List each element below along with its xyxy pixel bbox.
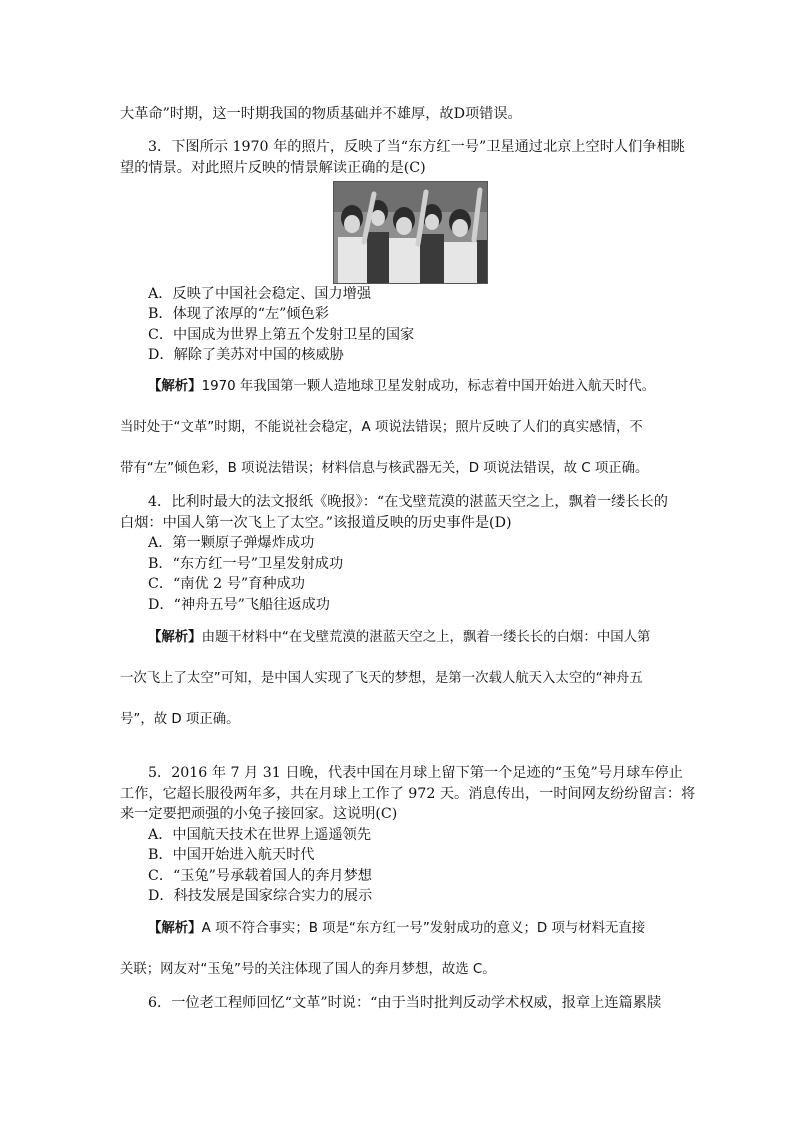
question-3-stem: 3．下图所示 1970 年的照片，反映了当“东方红一号”卫星通过北京上空时人们争相眺: [148, 139, 685, 155]
paragraph-line: 大革命”时期，这一时期我国的物质基础并不雄厚，故D项错误。: [120, 106, 522, 122]
question-3-analysis-cont: 带有“左”倾色彩，B 项说法错误；材料信息与核武器无关，D 项说法错误，故 C 项正确。: [120, 461, 649, 476]
question-3-analysis: [148, 377, 655, 397]
question-6-stem: 6．一位老工程师回忆“文革”时说：“由于当时批判反动学术权威，报章上连篇累牍: [148, 995, 662, 1011]
question-5-option-a: A．中国航天技术在世界上遥遥领先: [148, 827, 372, 843]
question-4-option-c: C．“南优 2 号”育种成功: [148, 576, 305, 592]
question-3-option-b: B．体现了浓厚的“左”倾色彩: [148, 306, 329, 322]
question-3-option-c: C．中国成为世界上第五个发射卫星的国家: [148, 327, 415, 343]
question-5-option-d: D．科技发展是国家综合实力的展示: [148, 888, 373, 904]
question-4-analysis: [148, 628, 650, 648]
question-3-stem-cont: 望的情景。对此照片反映的情景解读正确的是(C): [120, 160, 426, 176]
analysis-label: 【解析】: [148, 921, 202, 936]
question-3-option-d: D．解除了美苏对中国的核威胁: [148, 347, 344, 363]
question-5-option-c: C．“玉兔”号承载着国人的奔月梦想: [148, 868, 372, 884]
analysis-text: 由题干材料中“在戈壁荒漠的湛蓝天空之上，飘着一缕长长的白烟：中国人第: [201, 630, 651, 645]
question-5-analysis: [148, 919, 645, 939]
analysis-label: 【解析】: [148, 630, 202, 645]
historical-photo: [333, 181, 488, 284]
question-4-analysis-cont: 一次飞上了太空”可知，是中国人实现了飞天的梦想，是第一次载人航天入太空的“神舟五: [120, 671, 643, 686]
question-5-stem: 5．2016 年 7 月 31 日晚，代表中国在月球上留下第一个足迹的“玉兔”号月球车停止: [148, 765, 683, 781]
analysis-text: 1970 年我国第一颗人造地球卫星发射成功，标志着中国开始进入航天时代。: [201, 379, 656, 394]
question-4-stem-cont: 白烟：中国人第一次飞上了太空。”该报道反映的历史事件是(D): [120, 515, 512, 531]
question-5-analysis-cont: 关联；网友对“玉兔”号的关注体现了国人的奔月梦想，故选 C。: [120, 962, 496, 977]
question-4-analysis-cont: 号”，故 D 项正确。: [120, 712, 240, 727]
question-4-stem: 4．比利时最大的法文报纸《晚报》：“在戈壁荒漠的湛蓝天空之上，飘着一缕长长的: [148, 494, 668, 510]
question-3-option-a: A．反映了中国社会稳定、国力增强: [148, 286, 372, 302]
question-4-option-d: D．“神舟五号”飞船往返成功: [148, 597, 330, 613]
analysis-label: 【解析】: [148, 379, 202, 394]
question-5-option-b: B．中国开始进入航天时代: [148, 847, 315, 863]
question-5-stem-cont: 工作，它超长服役两年多，共在月球上工作了 972 天。消息传出，一时间网友纷纷留言：将: [120, 786, 696, 802]
question-5-stem-cont: 来一定要把顽强的小兔子接回家。这说明(C): [120, 806, 398, 822]
question-4-option-b: B．“东方红一号”卫星发射成功: [148, 556, 344, 572]
analysis-text: A 项不符合事实；B 项是“东方红一号”发射成功的意义；D 项与材料无直接: [201, 921, 646, 936]
question-3-analysis-cont: 当时处于“文革”时期，不能说社会稳定，A 项说法错误；照片反映了人们的真实感情，不: [120, 420, 643, 435]
question-4-option-a: A．第一颗原子弹爆炸成功: [148, 535, 315, 551]
